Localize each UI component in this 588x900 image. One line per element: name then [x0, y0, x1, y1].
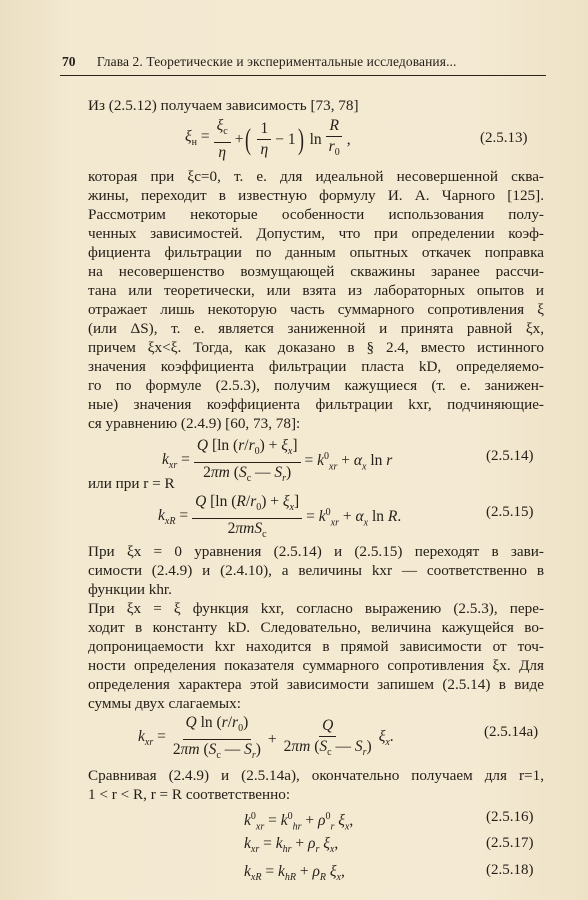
text-line: или при r = R: [88, 475, 175, 492]
equation-2-5-14: $k_{xr}$ = $\frac{Q [\ln (r/r_0) + \xi_x]}{2\pi m (S_c — S_r)}$ = $k^0_{xr} + \alpha_x$ ln r: [162, 437, 393, 485]
text-line: жины, переходит в известную формулу И. А. Чарного [125].: [88, 187, 544, 204]
text-line: го по формуле (2.5.3), получим кажущиеся (т. е. занижен-: [88, 377, 544, 394]
header-rule: [60, 75, 546, 76]
text-line: значения коэффициента фильтрации пласта kD, определяемо-: [88, 358, 544, 375]
text-line: (или ΔS), т. е. является заниженной и принята равной ξx,: [88, 320, 544, 337]
page-number: 70: [62, 54, 76, 69]
text-line: определения характера этой зависимости запишем (2.5.14) в виде: [88, 676, 544, 693]
equation-2-5-17: $k_{xr} = k_{hr} + \rho_r$ $\xi_x$,: [244, 835, 339, 856]
text-line: тана или теоретически, или взята из лабораторных опытов и: [88, 282, 544, 299]
equation-2-5-18: $k_{xR} = k_{hR} + \rho_R$ $\xi_x$,: [244, 863, 345, 884]
equation-number: (2.5.18): [486, 862, 534, 878]
text-line: на несовершенство возмущающей скважины заранее рассчи-: [88, 263, 544, 280]
text-line: ченных зависимостей. Допустим, что при определении коэф-: [88, 225, 544, 242]
equation-2-5-13: $\xi_н$ = $\frac{\xi_c}{\eta}$ + ( $\frac{1}{\eta}$ − 1 ) ln $\frac{R}{r_0}$ ,: [185, 117, 351, 162]
text-line: ности определения показателя суммарного сопротивления ξx. Для: [88, 657, 544, 674]
text-line: 1 < r < R, r = R соответственно:: [88, 786, 291, 803]
text-line: причем ξx<ξ. Тогда, как доказано в § 2.4, вместо истинного: [88, 339, 544, 356]
text-line: суммы двух слагаемых:: [88, 695, 241, 712]
equation-number: (2.5.16): [486, 809, 534, 825]
text-line: допроницаемости kxr находится в прямой зависимости от точ-: [88, 638, 544, 655]
text-line: симости (2.4.9) и (2.4.10), а величины kxr — соответственно в: [88, 562, 544, 579]
equation-number: (2.5.13): [480, 130, 528, 146]
chapter-title: Глава 2. Теоретические и экспериментальные исследования...: [96, 54, 457, 69]
equation-number: (2.5.17): [486, 835, 534, 851]
equation-2-5-14a: $k_{xr}$ = $\frac{Q \ln (r/r_0)}{2\pi m (S_c — S_r)}$ + $\frac{Q}{2\pi m (S_c — S_r)}$ $\xi_x$.: [138, 714, 394, 762]
running-header: [62, 54, 544, 70]
equation-2-5-16: $k^0_{xr} = k^0_{hr} + \rho^0_r$ $\xi_x$,: [244, 811, 354, 833]
text-line: Из (2.5.12) получаем зависимость [73, 78]: [88, 97, 359, 114]
text-line: При ξx = 0 уравнения (2.5.14) и (2.5.15) переходят в зави-: [88, 543, 544, 560]
text-line: Сравнивая (2.4.9) и (2.5.14а), окончательно получаем для r=1,: [88, 767, 544, 784]
equation-number: (2.5.15): [486, 504, 534, 520]
equation-number: (2.5.14): [486, 448, 534, 464]
text-line: ные) значения коэффициента фильтрации kxr, подчиняющие-: [88, 396, 544, 413]
equation-number: (2.5.14а): [484, 724, 539, 740]
text-line: фициента фильтрации по данным опытных откачек поправка: [88, 244, 544, 261]
text-line: Рассмотрим некоторые особенности использования полу-: [88, 206, 544, 223]
text-line: ходит в константу kD. Следовательно, величина кажущейся во-: [88, 619, 544, 636]
text-line: функции khr.: [88, 581, 172, 598]
text-line: ся уравнению (2.4.9) [60, 73, 78]:: [88, 415, 301, 432]
text-line: При ξx = ξ функция kxr, согласно выражению (2.5.3), пере-: [88, 600, 544, 617]
equation-2-5-15: $k_{xR}$ = $\frac{Q [\ln (R/r_0) + \xi_x]}{2\pi mS_c}$ = $k^0_{xr} + \alpha_x$ ln R.: [158, 493, 402, 541]
text-line: которая при ξc=0, т. е. для идеальной несовершенной сква-: [88, 168, 544, 185]
text-line: отражает лишь некоторую часть суммарного сопротивления ξ: [88, 301, 544, 318]
